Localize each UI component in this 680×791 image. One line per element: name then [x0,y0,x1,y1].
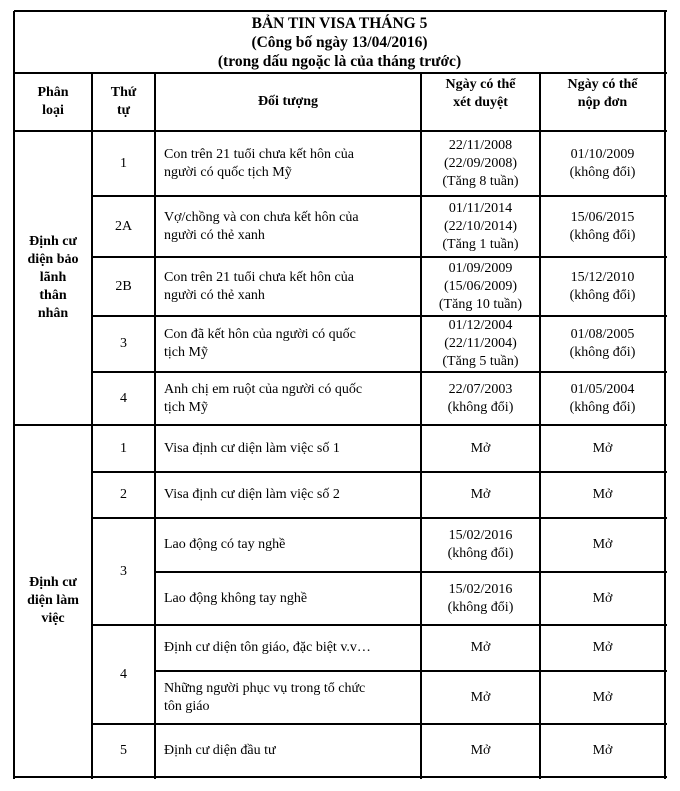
review-date-cell [421,196,540,257]
order-cell [92,425,155,472]
review-date-cell [421,724,540,777]
order-cell [92,196,155,257]
subject-cell [155,572,421,625]
filing-date-line: Mở [592,742,613,758]
category-family [14,131,92,425]
header-filing-date [540,73,665,131]
subject-cell [155,518,421,572]
grid-line-horizontal [14,10,667,12]
category-line: nhân [37,306,69,321]
filing-date-line: 15/12/2010 [570,269,635,285]
subject-cell [155,316,421,372]
subject-line: Lao động có tay nghề [164,537,286,552]
filing-date-line: 01/05/2004 [570,381,635,397]
filing-date-line: Mở [592,689,613,705]
review-date-cell [421,316,540,372]
subject-cell [155,131,421,196]
filing-date-cell [540,518,665,572]
review-date-line: 15/02/2016 [448,581,513,597]
subject-line: người có quốc tịch Mỹ [164,164,292,180]
review-date-line: (22/10/2014) [443,218,518,234]
order-cell [92,472,155,518]
subject-line: Anh chị em ruột của người có quốc [164,381,363,397]
filing-date-cell [540,572,665,625]
subject-line: tôn giáo [164,698,210,714]
grid-line-horizontal [14,130,667,132]
grid-line-vertical [664,11,666,779]
order-cell [92,372,155,425]
grid-line-horizontal [92,315,667,317]
grid-line-horizontal [92,517,667,519]
header-filing-line: nộp đơn [577,95,628,110]
grid-line-horizontal [92,371,667,373]
header-review-line: Ngày có thể [445,77,516,92]
category-employment [14,425,92,777]
title-line-1: BẢN TIN VISA THÁNG 5 [251,14,428,32]
review-date-cell [421,671,540,724]
filing-date-line: 01/08/2005 [570,327,635,342]
subject-line: Visa định cư diện làm việc số 2 [164,487,340,502]
filing-date-line: (không đổi) [569,399,636,415]
filing-date-line: Mở [592,640,613,655]
review-date-line: (Tăng 5 tuần) [442,354,519,369]
filing-date-cell [540,196,665,257]
filing-date-cell [540,372,665,425]
header-review-date [421,73,540,131]
category-line: việc [41,611,65,626]
subject-line: Định cư diện tôn giáo, đặc biệt v.v… [164,640,371,655]
subject-line: tịch Mỹ [164,345,208,360]
subject-line: Định cư diện đầu tư [164,742,276,758]
category-line: thân [39,288,67,303]
header-category-line: Phân [37,85,69,100]
filing-date-cell [540,724,665,777]
order-text: 5 [120,742,127,758]
filing-date-line: (không đổi) [569,287,636,303]
filing-date-line: (không đổi) [569,227,636,243]
grid-line-horizontal [14,776,667,778]
header-order [92,73,155,131]
review-date-line: 22/11/2008 [448,137,513,153]
subject-line: Con đã kết hôn của người có quốc [164,327,356,342]
grid-line-vertical [154,73,156,779]
subject-cell [155,257,421,316]
order-cell [92,518,155,625]
grid-line-horizontal [92,624,667,626]
review-date-line: 15/02/2016 [448,528,513,543]
review-date-line: (22/11/2004) [444,336,517,351]
order-cell [92,257,155,316]
order-text: 3 [120,336,127,351]
review-date-cell [421,425,540,472]
filing-date-cell [540,625,665,671]
filing-date-line: Mở [592,537,613,552]
order-text: 4 [120,390,127,406]
header-category-line: loại [42,103,64,118]
review-date-cell [421,518,540,572]
review-date-line: (không đổi) [447,599,514,615]
order-text: 4 [120,666,127,682]
header-review-line: xét duyệt [453,95,508,110]
grid-line-horizontal [92,256,667,258]
review-date-cell [421,372,540,425]
header-filing-line: Ngày có thể [567,77,638,92]
grid-line-horizontal [92,471,667,473]
grid-line-vertical [539,73,541,779]
review-date-line: 01/09/2009 [448,260,513,276]
order-text: 1 [120,440,127,456]
review-date-line: 01/12/2004 [448,318,513,333]
review-date-line: (Tăng 10 tuần) [438,296,523,312]
header-category [14,73,92,131]
subject-line: Con trên 21 tuổi chưa kết hôn của [164,269,354,285]
grid-line-horizontal [92,195,667,197]
subject-line: Visa định cư diện làm việc số 1 [164,440,340,456]
grid-line-vertical [420,73,422,779]
category-line: diện làm [27,593,79,608]
review-date-line: Mở [470,487,491,502]
review-date-cell [421,257,540,316]
category-line: diện bảo [27,252,79,267]
review-date-line: Mở [470,689,491,705]
subject-cell [155,425,421,472]
review-date-line: (15/06/2009) [443,278,518,294]
category-line: Định cư [29,575,77,590]
order-cell [92,131,155,196]
review-date-line: (Tăng 1 tuần) [442,236,519,252]
review-date-line: 22/07/2003 [448,381,513,397]
grid-line-horizontal [14,72,667,74]
order-cell [92,625,155,724]
review-date-line: (Tăng 8 tuần) [442,173,519,189]
grid-line-horizontal [155,670,667,672]
header-order-line: tự [116,103,131,118]
subject-line: Những người phục vụ trong tổ chức [164,680,366,696]
filing-date-line: (không đổi) [569,164,636,180]
subject-line: tịch Mỹ [164,399,208,415]
order-text: 2B [115,278,132,294]
filing-date-cell [540,472,665,518]
review-date-cell [421,131,540,196]
review-date-line: (không đổi) [447,546,514,561]
filing-date-line: Mở [592,590,613,606]
category-line: Định cư [29,234,77,249]
review-date-line: (22/09/2008) [443,155,518,171]
title-line-2: (Công bố ngày 13/04/2016) [251,33,428,51]
review-date-line: Mở [470,742,491,758]
subject-cell [155,372,421,425]
subject-cell [155,671,421,724]
filing-date-line: 15/06/2015 [570,209,635,225]
subject-line: người có thẻ xanh [164,287,265,303]
subject-line: Con trên 21 tuổi chưa kết hôn của [164,146,354,162]
review-date-cell [421,572,540,625]
filing-date-cell [540,425,665,472]
review-date-line: 01/11/2014 [448,200,513,216]
review-date-line: Mở [470,440,491,456]
subject-line: người có thẻ xanh [164,227,265,243]
filing-date-line: Mở [592,440,613,456]
order-text: 2 [120,487,127,502]
subject-line: Vợ/chồng và con chưa kết hôn của [164,209,359,225]
filing-date-cell [540,316,665,372]
grid-line-horizontal [14,424,667,426]
header-subject-text: Đối tượng [257,94,319,109]
filing-date-line: 01/10/2009 [570,146,635,162]
grid-line-vertical [91,73,93,779]
header-order-line: Thứ [110,85,137,100]
grid-line-horizontal [155,571,667,573]
grid-line-horizontal [92,723,667,725]
category-line: lãnh [39,270,67,285]
filing-date-cell [540,257,665,316]
order-cell [92,724,155,777]
subject-cell [155,472,421,518]
grid-line-vertical [13,11,15,779]
title-line-3: (trong dấu ngoặc là của tháng trước) [217,52,462,70]
order-text: 1 [120,155,127,171]
order-cell [92,316,155,372]
review-date-line: (không đổi) [447,399,514,415]
bulletin-title [14,11,665,73]
subject-cell [155,625,421,671]
subject-line: Lao động không tay nghề [164,590,308,606]
review-date-cell [421,625,540,671]
subject-cell [155,196,421,257]
order-text: 2A [114,218,133,234]
review-date-cell [421,472,540,518]
header-subject [155,73,421,131]
filing-date-cell [540,131,665,196]
subject-cell [155,724,421,777]
order-text: 3 [120,563,127,579]
review-date-line: Mở [470,640,491,655]
filing-date-line: (không đổi) [569,345,636,360]
filing-date-cell [540,671,665,724]
filing-date-line: Mở [592,487,613,502]
